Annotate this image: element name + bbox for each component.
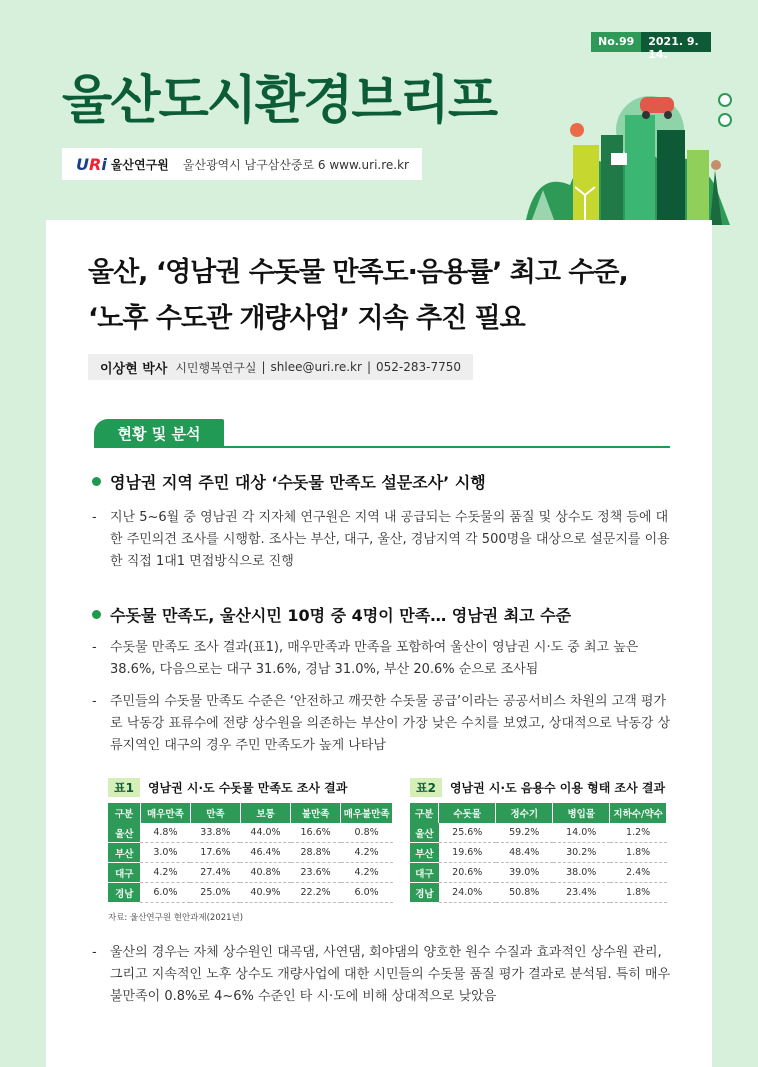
table-row: 부산 19.6% 48.4% 30.2% 1.8% xyxy=(410,843,667,863)
author-email: shlee@uri.re.kr xyxy=(270,360,362,374)
org-name: 울산연구원 xyxy=(110,157,169,172)
section-title: 현황 및 분석 xyxy=(94,419,224,447)
uri-logo: URi xyxy=(76,154,107,174)
paragraph-2: - 수돗물 만족도 조사 결과(표1), 매우만족과 만족을 포함하여 울산이 영남권 시·도 중 최고 높은 38.6%, 다음으로는 대구 31.6%, 경남 31.0%, 부산 20.6% 순으로 조사됨 xyxy=(92,640,639,677)
table-row: 울산 25.6% 59.2% 14.0% 1.2% xyxy=(410,823,667,843)
bullet-dot-icon xyxy=(92,477,101,486)
bullet-heading-2: 수돗물 만족도, 울산시민 10명 중 4명이 만족… 영남권 최고 수준 xyxy=(92,603,571,626)
headline xyxy=(88,250,628,342)
table1: 구분 매우만족 만족 보통 불만족 매우불만족 울산 4.8% 33.8% 44.0% 16.6% 0.8% 부산 3.0% 17.6% 46.4% 28.8% 4.2% 대구 4.2% 27.4% 40.8% 23.6% 4.2% 경남 6.0% 25.0% 40.9% 22.2% 6.0% xyxy=(108,803,393,903)
table-row: 울산 4.8% 33.8% 44.0% 16.6% 0.8% xyxy=(108,823,393,843)
issue-badge xyxy=(591,32,711,61)
headline-line-1: 울산, ‘영남권 수돗물 만족도·음용률’ 최고 수준, xyxy=(88,257,628,288)
author-dept: 시민행복연구실 xyxy=(175,360,257,375)
org-address: 울산광역시 남구삼산중로 6 www.uri.re.kr xyxy=(182,157,409,172)
org-info xyxy=(62,148,422,180)
city-illustration xyxy=(515,75,745,225)
table1-caption: 표1 영남권 시·도 수돗물 만족도 조사 결과 xyxy=(108,778,347,797)
table2: 구분 수돗물 정수기 병입물 지하수/약수 울산 25.6% 59.2% 14.0% 1.2% 부산 19.6% 48.4% 30.2% 1.8% 대구 20.6% 39.0% 38.0% 2.4% 경남 24.0% 50.8% 23.4% 1.8% xyxy=(410,803,667,903)
issue-date: 2021. 9. 14. xyxy=(641,32,711,52)
table-row: 대구 20.6% 39.0% 38.0% 2.4% xyxy=(410,863,667,883)
headline-line-2: ‘노후 수도관 개량사업’ 지속 추진 필요 xyxy=(88,303,525,334)
table-row: 경남 6.0% 25.0% 40.9% 22.2% 6.0% xyxy=(108,883,393,903)
paragraph-4: - 울산의 경우는 자체 상수원인 대곡댐, 사연댐, 회야댐의 양호한 원수 수질과 효과적인 상수원 관리, 그리고 지속적인 노후 상수도 개량사업에 대한 시민들의 수돗물 품질 평가 결과로 분석됨. 특히 매우 불만족이 0.8%로 4~6% 수준인 타 시·도에 비해 상대적으로 낮았음 xyxy=(92,945,671,1004)
paragraph-1: - 지난 5~6월 중 영남권 각 지자체 연구원은 지역 내 공급되는 수돗물의 품질 및 상수도 정책 등에 대한 주민의견 조사를 시행함. 조사는 부산, 대구, 울산, 경남지역 각 500명을 대상으로 설문지를 이용한 직접 1대1 면접방식으로 진행 xyxy=(92,510,670,569)
issue-number: No.99 xyxy=(591,32,641,52)
table-row: 경남 24.0% 50.8% 23.4% 1.8% xyxy=(410,883,667,903)
paragraph-3: - 주민들의 수돗물 만족도 수준은 ‘안전하고 깨끗한 수돗물 공급’이라는 공공서비스 차원의 고객 평가로 낙동강 표류수에 전량 상수원을 의존하는 부산이 가장 낮은 수치를 보였고, 상대적으로 낙동강 상류지역인 대구의 경우 주민 만족도가 높게 나타남 xyxy=(92,694,671,753)
bullet-dot-icon xyxy=(92,610,101,619)
table2-caption: 표2 영남권 시·도 음용수 이용 형태 조사 결과 xyxy=(410,778,665,797)
author-name: 이상현 박사 xyxy=(100,361,168,377)
author-bar: 이상현 박사 시민행복연구실 | shlee@uri.re.kr | 052-283-7750 xyxy=(88,354,473,380)
bullet-heading-1: 영남권 지역 주민 대상 ‘수돗물 만족도 설문조사’ 시행 xyxy=(92,470,486,493)
section-divider xyxy=(94,446,670,448)
table-row: 부산 3.0% 17.6% 46.4% 28.8% 4.2% xyxy=(108,843,393,863)
table-source-note: 자료: 울산연구원 현안과제(2021년) xyxy=(108,913,244,923)
table-row: 대구 4.2% 27.4% 40.8% 23.6% 4.2% xyxy=(108,863,393,883)
author-phone: 052-283-7750 xyxy=(375,360,461,374)
brief-title: 울산도시환경브리프 xyxy=(62,71,497,131)
